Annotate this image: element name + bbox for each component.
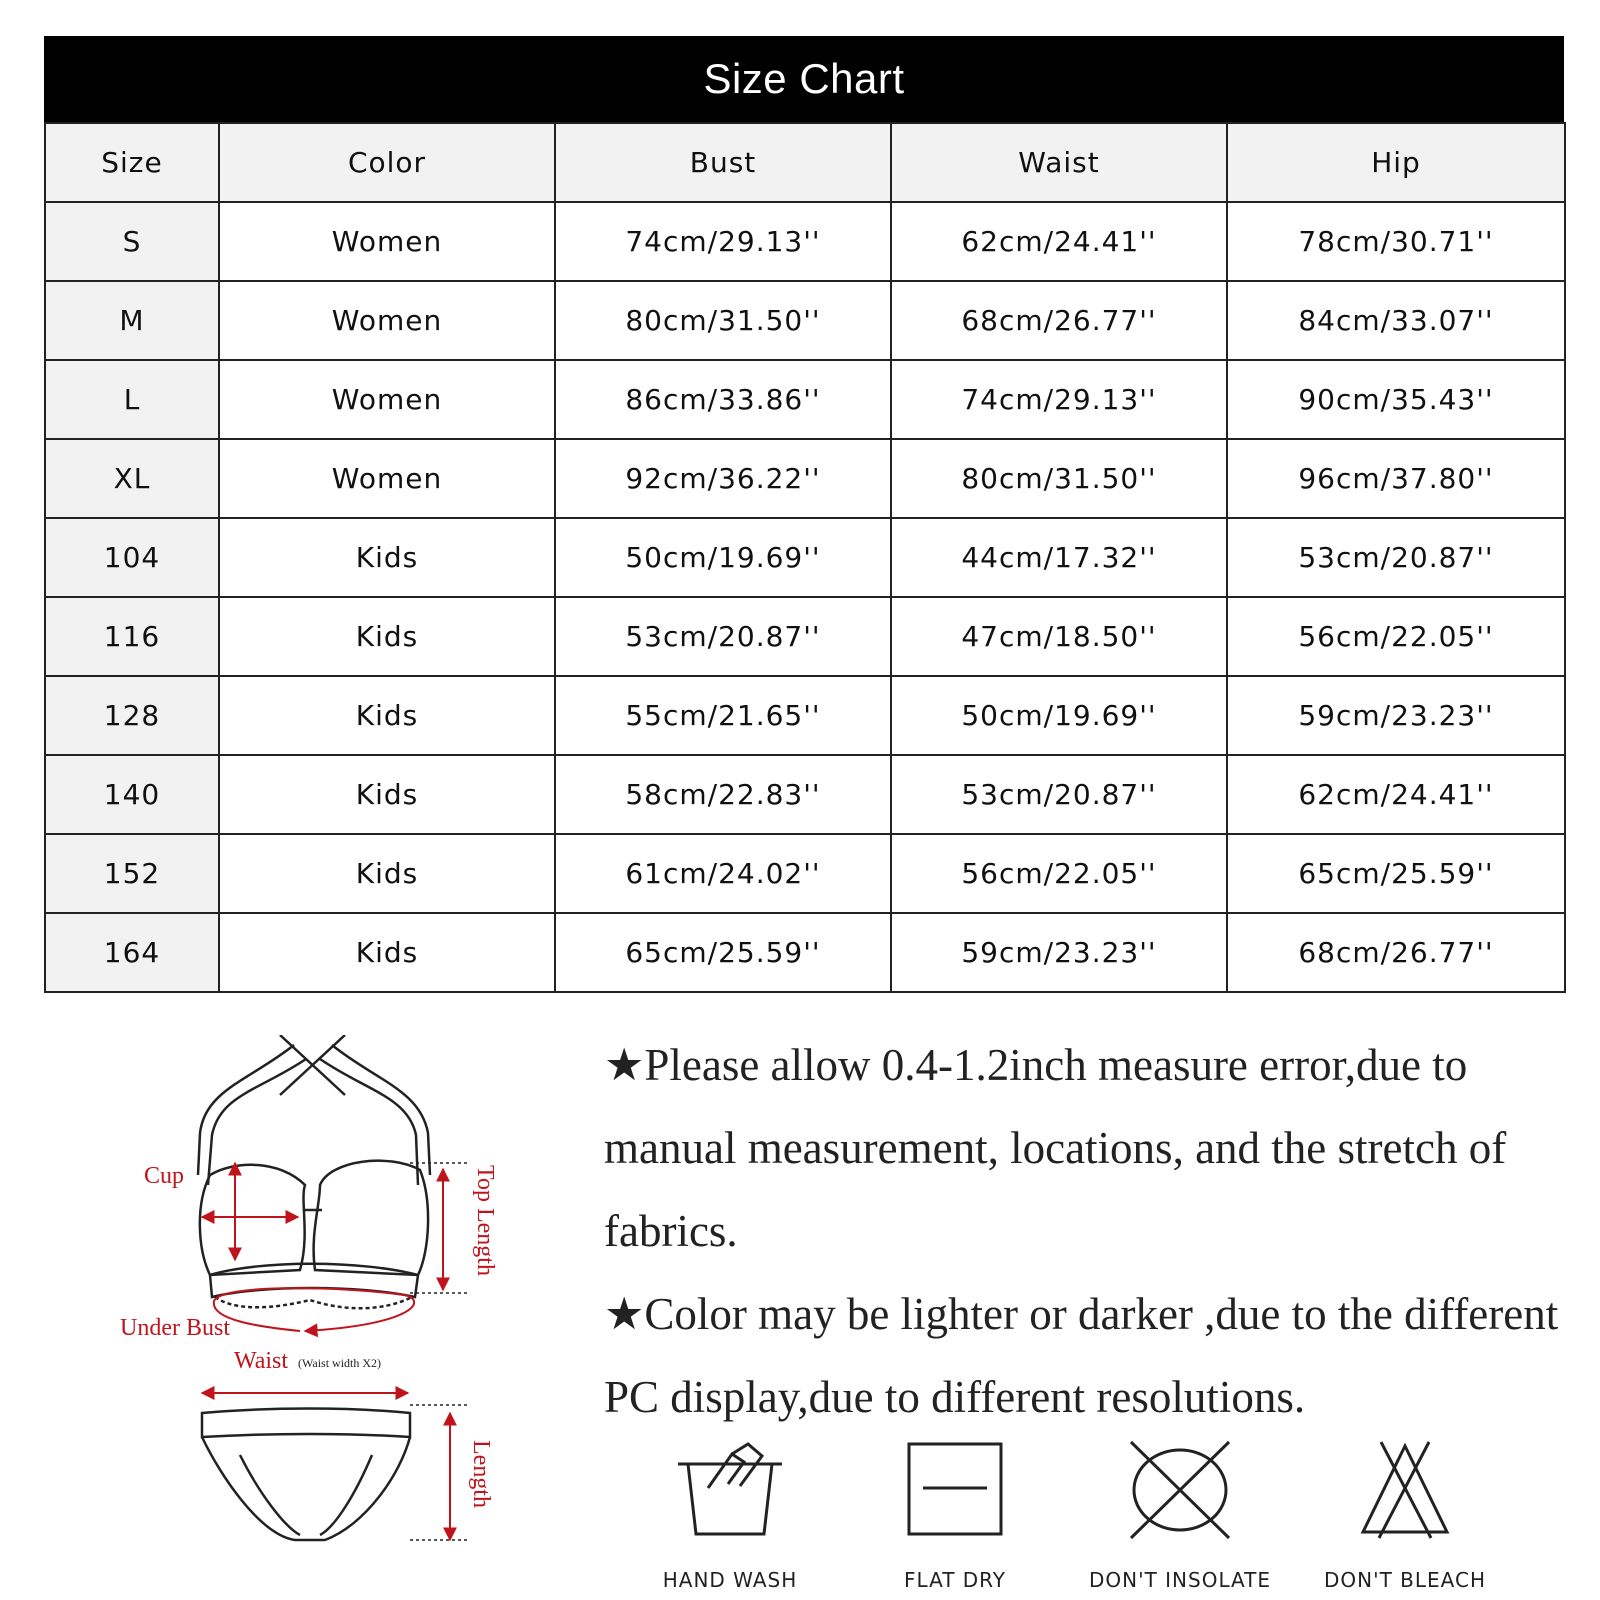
cell-bust: 58cm/22.83'' bbox=[555, 755, 891, 834]
right-strap bbox=[320, 1059, 418, 1185]
notes bbox=[604, 1024, 1594, 1439]
header-bust: Bust bbox=[555, 123, 891, 202]
cell-color: Kids bbox=[219, 518, 555, 597]
care-label-hand-wash: HAND WASH bbox=[662, 1568, 798, 1592]
header-waist: Waist bbox=[891, 123, 1227, 202]
cell-size: 152 bbox=[45, 834, 219, 913]
note-measure-error: ★Please allow 0.4-1.2inch measure error,due to manual measurement, locations, and the stretch of fabrics. bbox=[604, 1040, 1507, 1256]
header-hip: Hip bbox=[1227, 123, 1565, 202]
header-size: Size bbox=[45, 123, 219, 202]
cell-hip: 59cm/23.23'' bbox=[1227, 676, 1565, 755]
strap-cross bbox=[280, 1035, 345, 1095]
table-row bbox=[45, 439, 1565, 518]
under-bust-label: Under Bust bbox=[120, 1315, 230, 1341]
cell-waist: 53cm/20.87'' bbox=[891, 755, 1227, 834]
cell-bust: 65cm/25.59'' bbox=[555, 913, 891, 992]
cell-bust: 53cm/20.87'' bbox=[555, 597, 891, 676]
table-header-row bbox=[45, 123, 1565, 202]
cell-waist: 44cm/17.32'' bbox=[891, 518, 1227, 597]
cell-bust: 92cm/36.22'' bbox=[555, 439, 891, 518]
length-label: Length bbox=[468, 1440, 494, 1508]
cell-waist: 68cm/26.77'' bbox=[891, 281, 1227, 360]
cell-hip: 53cm/20.87'' bbox=[1227, 518, 1565, 597]
cell-waist: 50cm/19.69'' bbox=[891, 676, 1227, 755]
cell-color: Kids bbox=[219, 755, 555, 834]
care-dont-bleach bbox=[1305, 1440, 1505, 1592]
note-color: ★Color may be lighter or darker ,due to the different PC display,due to different resolutions. bbox=[604, 1289, 1559, 1422]
care-flat-dry bbox=[855, 1440, 1055, 1592]
cell-color: Women bbox=[219, 360, 555, 439]
cell-hip: 65cm/25.59'' bbox=[1227, 834, 1565, 913]
cell-bust: 80cm/31.50'' bbox=[555, 281, 891, 360]
table-row bbox=[45, 834, 1565, 913]
cell-waist: 74cm/29.13'' bbox=[891, 360, 1227, 439]
table-row bbox=[45, 597, 1565, 676]
cell-waist: 47cm/18.50'' bbox=[891, 597, 1227, 676]
care-label-flat-dry: FLAT DRY bbox=[903, 1568, 1007, 1592]
cell-size: 104 bbox=[45, 518, 219, 597]
table-row bbox=[45, 202, 1565, 281]
cell-size: 116 bbox=[45, 597, 219, 676]
cell-color: Kids bbox=[219, 597, 555, 676]
cell-size: L bbox=[45, 360, 219, 439]
size-chart bbox=[44, 36, 1564, 993]
cell-size: S bbox=[45, 202, 219, 281]
cell-waist: 80cm/31.50'' bbox=[891, 439, 1227, 518]
table-row bbox=[45, 281, 1565, 360]
cell-waist: 56cm/22.05'' bbox=[891, 834, 1227, 913]
cell-color: Women bbox=[219, 439, 555, 518]
care-hand-wash bbox=[630, 1440, 830, 1592]
care-label-dont-bleach: DON'T BLEACH bbox=[1323, 1568, 1486, 1592]
cell-bust: 50cm/19.69'' bbox=[555, 518, 891, 597]
cup-label: Cup bbox=[144, 1163, 185, 1189]
chart-title: Size Chart bbox=[44, 36, 1564, 122]
table-row bbox=[45, 676, 1565, 755]
cell-bust: 61cm/24.02'' bbox=[555, 834, 891, 913]
waist-label: Waist bbox=[234, 1348, 289, 1374]
header-color: Color bbox=[219, 123, 555, 202]
brief-body bbox=[202, 1437, 410, 1540]
dont-insolate-icon bbox=[1125, 1440, 1235, 1540]
dont-bleach-icon bbox=[1355, 1440, 1455, 1540]
top-length-label: Top Length bbox=[472, 1165, 498, 1276]
waist-band bbox=[202, 1409, 410, 1438]
size-table bbox=[44, 122, 1566, 993]
table-row bbox=[45, 913, 1565, 992]
cell-hip: 56cm/22.05'' bbox=[1227, 597, 1565, 676]
cell-color: Women bbox=[219, 202, 555, 281]
cell-color: Women bbox=[219, 281, 555, 360]
cell-size: XL bbox=[45, 439, 219, 518]
cell-color: Kids bbox=[219, 834, 555, 913]
cell-color: Kids bbox=[219, 913, 555, 992]
cell-waist: 59cm/23.23'' bbox=[891, 913, 1227, 992]
right-cup bbox=[314, 1161, 428, 1275]
left-cup bbox=[200, 1165, 305, 1275]
cell-hip: 68cm/26.77'' bbox=[1227, 913, 1565, 992]
care-label-dont-insolate: DON'T INSOLATE bbox=[1088, 1568, 1272, 1592]
cell-hip: 78cm/30.71'' bbox=[1227, 202, 1565, 281]
cell-bust: 74cm/29.13'' bbox=[555, 202, 891, 281]
table-row bbox=[45, 360, 1565, 439]
care-dont-insolate bbox=[1080, 1440, 1280, 1592]
table-row bbox=[45, 755, 1565, 834]
waist-note-label: (Waist width X2) bbox=[298, 1356, 382, 1370]
flat-dry-icon bbox=[905, 1440, 1005, 1540]
cell-hip: 62cm/24.41'' bbox=[1227, 755, 1565, 834]
cell-size: 140 bbox=[45, 755, 219, 834]
cell-size: 164 bbox=[45, 913, 219, 992]
cell-hip: 96cm/37.80'' bbox=[1227, 439, 1565, 518]
table-row bbox=[45, 518, 1565, 597]
cell-hip: 84cm/33.07'' bbox=[1227, 281, 1565, 360]
cell-size: M bbox=[45, 281, 219, 360]
cell-size: 128 bbox=[45, 676, 219, 755]
cell-color: Kids bbox=[219, 676, 555, 755]
cell-bust: 55cm/21.65'' bbox=[555, 676, 891, 755]
cell-bust: 86cm/33.86'' bbox=[555, 360, 891, 439]
measurement-diagram bbox=[110, 1035, 530, 1595]
cell-hip: 90cm/35.43'' bbox=[1227, 360, 1565, 439]
cell-waist: 62cm/24.41'' bbox=[891, 202, 1227, 281]
hand-wash-icon bbox=[670, 1440, 790, 1540]
